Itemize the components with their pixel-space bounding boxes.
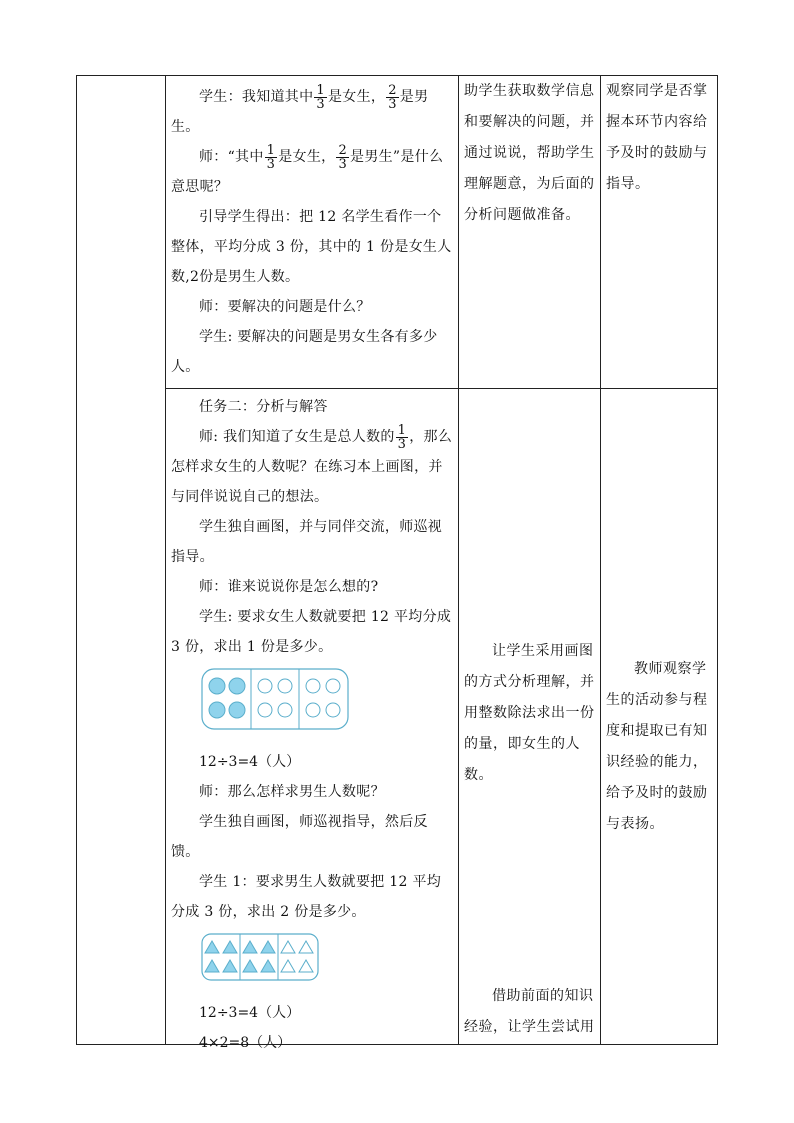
fraction-one-third: $\frac{1}{3}$: [266, 142, 276, 172]
fraction-two-thirds: $\frac{2}{3}$: [338, 142, 348, 172]
fraction-one-third: $\frac{1}{3}$: [397, 422, 407, 452]
text: 是女生，: [278, 149, 336, 165]
text: 学生：我知道其中: [199, 89, 314, 105]
circle-groups-figure: [201, 668, 349, 730]
text: ，那么怎样求女生的人数呢？在练习本上画图，并与同伴说说自己的想法。: [171, 429, 453, 505]
task-heading: 任务二：分析与解答: [199, 399, 328, 415]
guidance-paragraph: 引导学生得出：把 12 名学生看作一个整体，平均分成 3 份，其中的 1 份是女生人数,2份是男生人数。: [171, 209, 452, 285]
column-divider: [600, 76, 601, 1044]
text: 师: 我们知道了女生是总人数的: [199, 429, 395, 445]
fraction-two-thirds: $\frac{2}{3}$: [388, 82, 397, 112]
triangle-groups-figure: [201, 933, 319, 981]
text: 是男生。: [171, 89, 429, 135]
text: 是女生，: [327, 89, 386, 105]
row2-design-intent: 让学生采用画图的方式分析理解，并用整数除法求出一份的量，即女生的人数。: [464, 643, 595, 783]
circles-diagram: [201, 668, 454, 741]
teacher-question: 师：谁来说说你是怎么想的?: [199, 579, 379, 595]
teacher-question: [171, 142, 454, 202]
equation: 4×2=8（人）: [199, 1035, 292, 1051]
teacher-question: [171, 422, 454, 512]
equation: 12÷3=4（人）: [199, 754, 301, 770]
text: 师：“其中: [199, 149, 264, 165]
teacher-question: 师：要解决的问题是什么？: [199, 299, 371, 315]
activity-paragraph: 学生独自画图，师巡视指导，然后反馈。: [171, 814, 428, 860]
text: 是男生”是什么意思呢？: [171, 149, 444, 195]
row2-evaluation: 教师观察学生的活动参与程度和提取已有知识经验的能力，给予及时的鼓励与表扬。: [606, 661, 708, 832]
row-divider: [165, 388, 717, 389]
student-statement: [171, 82, 454, 142]
row1-process-cell: [171, 82, 454, 382]
student-answer: 学生: 要求女生人数就要把 12 平均分成 3 份，求出 1 份是多少。: [171, 609, 452, 655]
fraction-one-third: $\frac{1}{3}$: [316, 82, 325, 112]
equation: 12÷3=4（人）: [199, 1005, 301, 1021]
row1-evaluation: 观察同学是否掌握本环节内容给予及时的鼓励与指导。: [606, 83, 708, 192]
student-answer: 学生: 要解决的问题是男女生各有多少人。: [171, 329, 438, 375]
triangles-diagram: [201, 933, 454, 992]
column-divider: [458, 76, 459, 1044]
activity-paragraph: 学生独自画图，并与同伴交流，师巡视指导。: [171, 519, 443, 565]
teacher-question: 师：那么怎样求男生人数呢？: [199, 784, 385, 800]
row2-process-cell: [171, 392, 454, 1058]
student-answer: 学生 1：要求男生人数就要把 12 平均分成 3 份，求出 2 份是多少。: [171, 874, 442, 920]
lesson-plan-table: [76, 75, 718, 1051]
row1-design-intent: 助学生获取数学信息和要解决的问题，并通过说说，帮助学生理解题意，为后面的分析问题做准备。: [464, 83, 595, 223]
column-divider: [165, 76, 166, 1044]
row2-design-intent-continued: 借助前面的知识经验，让学生尝试用: [464, 988, 595, 1035]
